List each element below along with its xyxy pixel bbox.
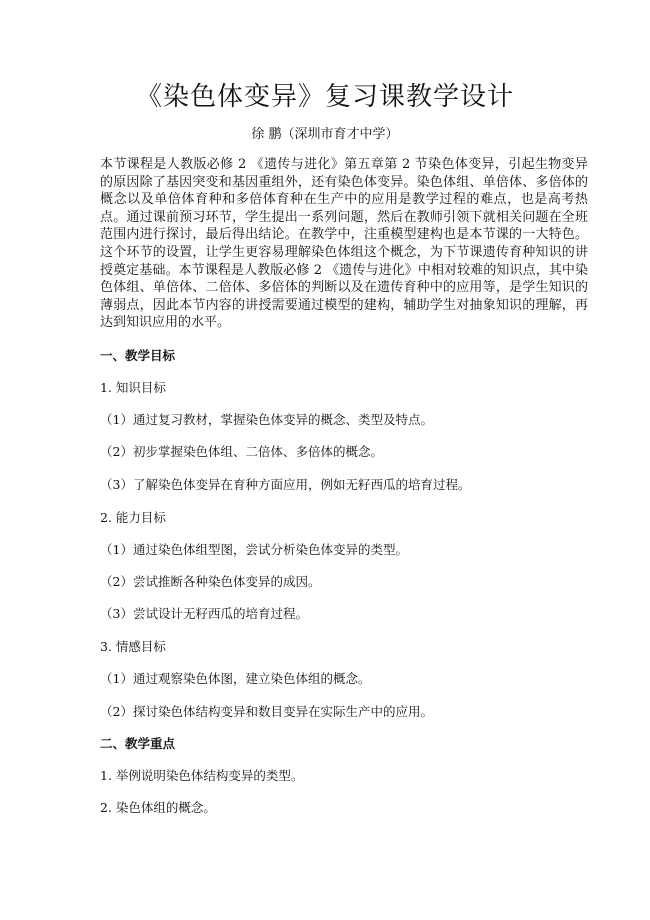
subheading-ability-goals: 2. 能力目标 [100, 510, 166, 525]
emotion-goal-item: （2）探讨染色体结构变异和数目变异在实际生产中的应用。 [100, 704, 433, 719]
section-heading-teaching-goals: 一、教学目标 [100, 348, 176, 363]
knowledge-goal-item: （2）初步掌握染色体组、二倍体、多倍体的概念。 [100, 444, 383, 459]
ability-goal-item: （2）尝试推断各种染色体变异的成因。 [100, 574, 321, 589]
document-title: 《染色体变异》复习课教学设计 [135, 82, 514, 112]
knowledge-goal-item: （3）了解染色体变异在育种方面应用，例如无籽西瓜的培育过程。 [100, 477, 471, 492]
subheading-emotion-goals: 3. 情感目标 [100, 639, 166, 654]
ability-goal-item: （1）通过染色体组型图，尝试分析染色体变异的类型。 [100, 542, 408, 557]
author-line: 徐 鹏（深圳市育才中学） [251, 127, 399, 142]
section-heading-teaching-focus: 二、教学重点 [100, 736, 176, 751]
intro-paragraph: 本节课程是人教版必修 2 《遗传与进化》第五章第 2 节染色体变异，引起生物变异的原因除了基因突变和基因重组外，还有染色体变异。染色体组、单倍体、多倍体的概念以及单倍体育种和多倍体育种在生产中的应用是教学过程的难点，也是高考热点。通过课前预习环节，学生提出一系列问题，然后在教师引领下就相关问题在全班范围内进行探讨，最后得出结论。在教学中，注重模型建构也是本节课的一大特色。这个环节的设置，让学生更容易理解染色体组这个概念，为下节课遗传育种知识的讲授奠定基础。本节课程是人教版必修 2 《遗传与进化》中相对较难的知识点，其中染色体组、单倍体、二倍体、多倍体的判断以及在遗传育种中的应用等，是学生知识的薄弱点，因此本节内容的讲授需要通过模型的建构，辅助学生对抽象知识的理解，再达到知识应用的水平。 [100, 157, 588, 331]
emotion-goal-item: （1）通过观察染色体图，建立染色体组的概念。 [100, 671, 371, 686]
subheading-knowledge-goals: 1. 知识目标 [100, 380, 166, 395]
teaching-focus-item: 1. 举例说明染色体结构变异的类型。 [100, 768, 304, 783]
teaching-focus-item: 2. 染色体组的概念。 [100, 800, 216, 815]
knowledge-goal-item: （1）通过复习教材，掌握染色体变异的概念、类型及特点。 [100, 412, 433, 427]
ability-goal-item: （3）尝试设计无籽西瓜的培育过程。 [100, 606, 308, 621]
